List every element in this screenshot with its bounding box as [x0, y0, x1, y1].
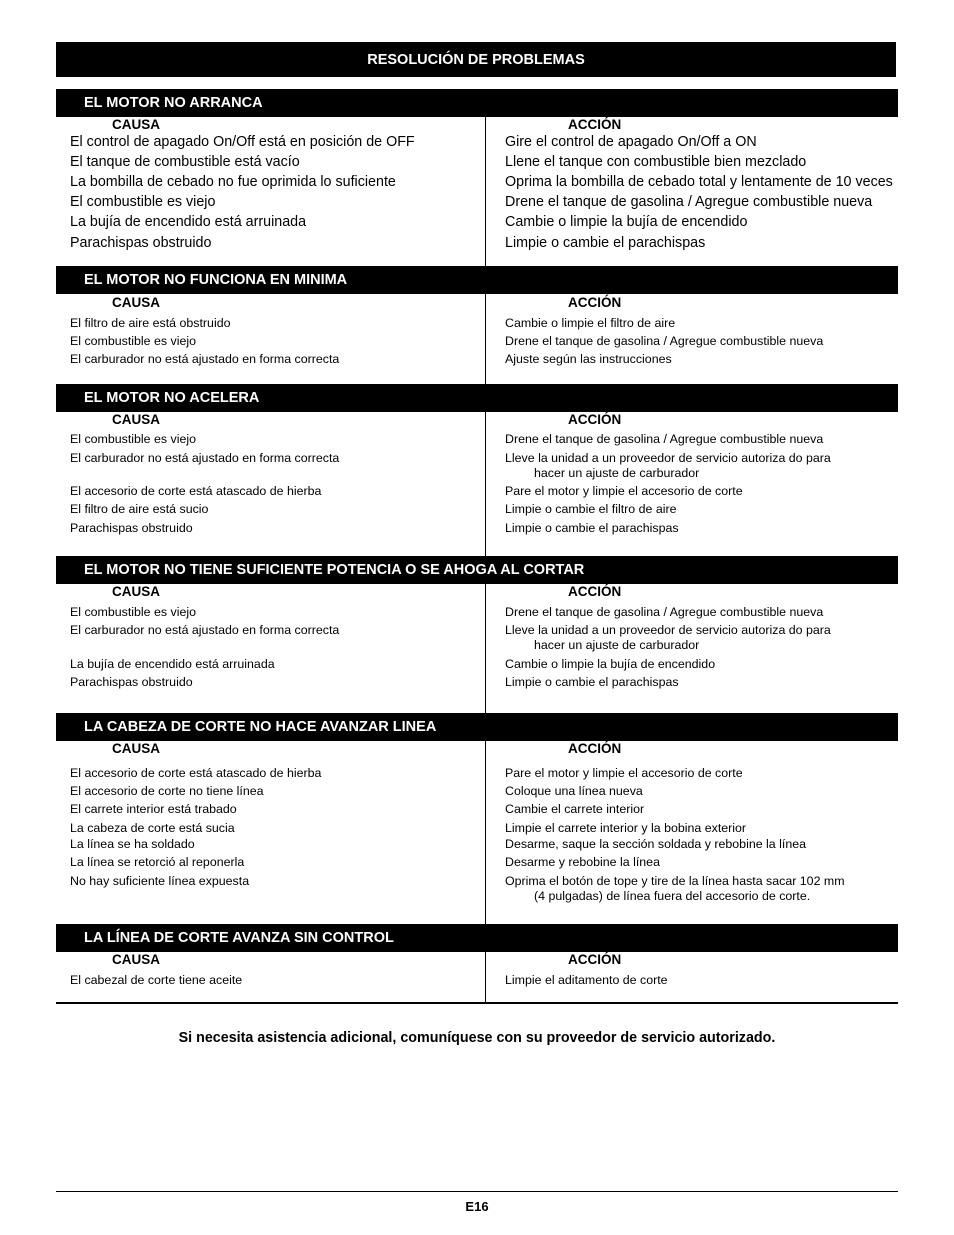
causa-header: CAUSA [112, 741, 161, 756]
accion-text-continued: hacer un ajuste de carburador [534, 638, 700, 652]
accion-cell [505, 236, 705, 251]
causa-cell: El carburador no está ajustado en forma correcta [70, 352, 340, 366]
causa-cell: El accesorio de corte no tiene línea [70, 784, 264, 798]
accion-cell [505, 521, 679, 536]
causa-cell: El carrete interior está trabado [70, 802, 237, 816]
footer-rule [56, 1191, 898, 1192]
section-1 [56, 89, 898, 267]
causa-cell: El accesorio de corte está atascado de hierba [70, 766, 322, 780]
accion-text-continued: (4 pulgadas) de línea fuera del accesorio de corte. [534, 889, 811, 903]
causa-cell: El cabezal de corte tiene aceite [70, 973, 243, 987]
causa-cell: Parachispas obstruido [70, 675, 193, 689]
accion-text: Drene el tanque de gasolina / Agregue combustible nueva [505, 605, 824, 619]
accion-text: Drene el tanque de gasolina / Agregue combustible nueva [505, 194, 873, 210]
accion-text-continued: hacer un ajuste de carburador [534, 466, 700, 480]
causa-cell: La bujía de encendido está arruinada [70, 214, 307, 230]
accion-cell [505, 316, 675, 331]
accion-cell [505, 155, 806, 170]
accion-cell [505, 837, 806, 852]
accion-text: Drene el tanque de gasolina / Agregue combustible nueva [505, 432, 824, 446]
page-title: RESOLUCIÓN DE PROBLEMAS [56, 42, 896, 77]
accion-cell [505, 821, 746, 836]
accion-cell [505, 352, 672, 367]
accion-text: Limpie o cambie el parachispas [505, 521, 679, 535]
accion-cell [505, 432, 823, 447]
accion-cell [505, 675, 679, 690]
column-divider [485, 117, 486, 266]
page-number: E16 [465, 1199, 489, 1214]
section-5 [56, 713, 898, 925]
column-divider [485, 412, 486, 556]
accion-text: Cambie o limpie la bujía de encendido [505, 214, 748, 230]
causa-header: CAUSA [112, 412, 161, 427]
causa-cell: El combustible es viejo [70, 605, 197, 619]
accion-cell [505, 195, 872, 210]
column-divider [485, 294, 486, 384]
section-title: EL MOTOR NO TIENE SUFICIENTE POTENCIA O SE AHOGA AL CORTAR [56, 556, 898, 584]
causa-cell: La bombilla de cebado no fue oprimida lo suficiente [70, 174, 396, 190]
accion-text: Pare el motor y limpie el accesorio de corte [505, 766, 743, 780]
causa-header: CAUSA [112, 117, 161, 132]
accion-cell [505, 802, 644, 817]
column-divider [485, 584, 486, 713]
causa-cell: El carburador no está ajustado en forma correcta [70, 623, 340, 637]
accion-cell [505, 334, 823, 349]
causa-cell: Parachispas obstruido [70, 521, 193, 535]
accion-text: Oprima la bombilla de cebado total y lentamente de 10 veces [505, 174, 893, 190]
accion-text: Pare el motor y limpie el accesorio de corte [505, 484, 743, 498]
accion-text: Coloque una línea nueva [505, 784, 643, 798]
accion-cell [505, 175, 893, 190]
accion-text: Drene el tanque de gasolina / Agregue combustible nueva [505, 334, 824, 348]
accion-cell [505, 973, 668, 988]
accion-header: ACCIÓN [568, 295, 622, 310]
causa-cell: El accesorio de corte está atascado de hierba [70, 484, 322, 498]
accion-cell [505, 874, 845, 904]
accion-text: Cambie el carrete interior [505, 802, 645, 816]
accion-cell [505, 135, 757, 150]
accion-cell [505, 766, 743, 781]
causa-cell: El tanque de combustible está vacío [70, 154, 300, 170]
accion-header: ACCIÓN [568, 412, 622, 427]
accion-header: ACCIÓN [568, 952, 622, 967]
column-divider [485, 952, 486, 1002]
causa-header: CAUSA [112, 584, 161, 599]
section-2 [56, 266, 898, 385]
accion-text: Cambie o limpie el filtro de aire [505, 316, 676, 330]
causa-cell: La bujía de encendido está arruinada [70, 657, 275, 671]
accion-text: Limpie el aditamento de corte [505, 973, 668, 987]
accion-cell [505, 855, 660, 870]
section-6 [56, 924, 898, 1004]
accion-text: Lleve la unidad a un proveedor de servicio autoriza do para [505, 451, 831, 465]
section-title: LA CABEZA DE CORTE NO HACE AVANZAR LINEA [56, 713, 898, 741]
accion-cell [505, 784, 643, 799]
causa-cell: El combustible es viejo [70, 334, 197, 348]
accion-text: Desarme, saque la sección soldada y rebobine la línea [505, 837, 806, 851]
causa-cell: El control de apagado On/Off está en posición de OFF [70, 134, 415, 150]
section-4 [56, 556, 898, 714]
accion-text: Cambie o limpie la bujía de encendido [505, 657, 716, 671]
accion-cell [505, 657, 715, 672]
accion-text: Limpie o cambie el parachispas [505, 675, 679, 689]
section-title: EL MOTOR NO ACELERA [56, 384, 898, 412]
causa-cell: La línea se ha soldado [70, 837, 195, 851]
causa-cell: El combustible es viejo [70, 194, 216, 210]
causa-cell: La línea se retorció al reponerla [70, 855, 245, 869]
accion-text: Lleve la unidad a un proveedor de servicio autoriza do para [505, 623, 831, 637]
accion-text: Limpie el carrete interior y la bobina exterior [505, 821, 747, 835]
accion-cell [505, 502, 677, 517]
accion-cell [505, 484, 743, 499]
accion-text: Oprima el botón de tope y tire de la línea hasta sacar 102 mm [505, 874, 845, 888]
accion-text: Limpie o cambie el parachispas [505, 235, 706, 251]
accion-text: Desarme y rebobine la línea [505, 855, 660, 869]
causa-header: CAUSA [112, 295, 161, 310]
column-divider [485, 741, 486, 924]
accion-text: Gire el control de apagado On/Off a ON [505, 134, 757, 150]
section-title: LA LÍNEA DE CORTE AVANZA SIN CONTROL [56, 924, 898, 952]
accion-cell [505, 623, 831, 653]
accion-header: ACCIÓN [568, 741, 622, 756]
section-title: EL MOTOR NO FUNCIONA EN MINIMA [56, 266, 898, 294]
causa-cell: Parachispas obstruido [70, 235, 212, 251]
footer-note: Si necesita asistencia adicional, comuníquese con su proveedor de servicio autorizado. [178, 1030, 776, 1046]
causa-cell: El combustible es viejo [70, 432, 197, 446]
causa-cell: El filtro de aire está obstruido [70, 316, 231, 330]
causa-cell: La cabeza de corte está sucia [70, 821, 235, 835]
accion-text: Llene el tanque con combustible bien mezclado [505, 154, 807, 170]
causa-cell: El filtro de aire está sucio [70, 502, 209, 516]
causa-header: CAUSA [112, 952, 161, 967]
accion-cell [505, 215, 747, 230]
accion-text: Ajuste según las instrucciones [505, 352, 672, 366]
accion-header: ACCIÓN [568, 117, 622, 132]
causa-cell: El carburador no está ajustado en forma correcta [70, 451, 340, 465]
accion-cell [505, 451, 831, 481]
section-3 [56, 384, 898, 557]
accion-text: Limpie o cambie el filtro de aire [505, 502, 677, 516]
causa-cell: No hay suficiente línea expuesta [70, 874, 250, 888]
section-title: EL MOTOR NO ARRANCA [56, 89, 898, 117]
accion-header: ACCIÓN [568, 584, 622, 599]
accion-cell [505, 605, 823, 620]
